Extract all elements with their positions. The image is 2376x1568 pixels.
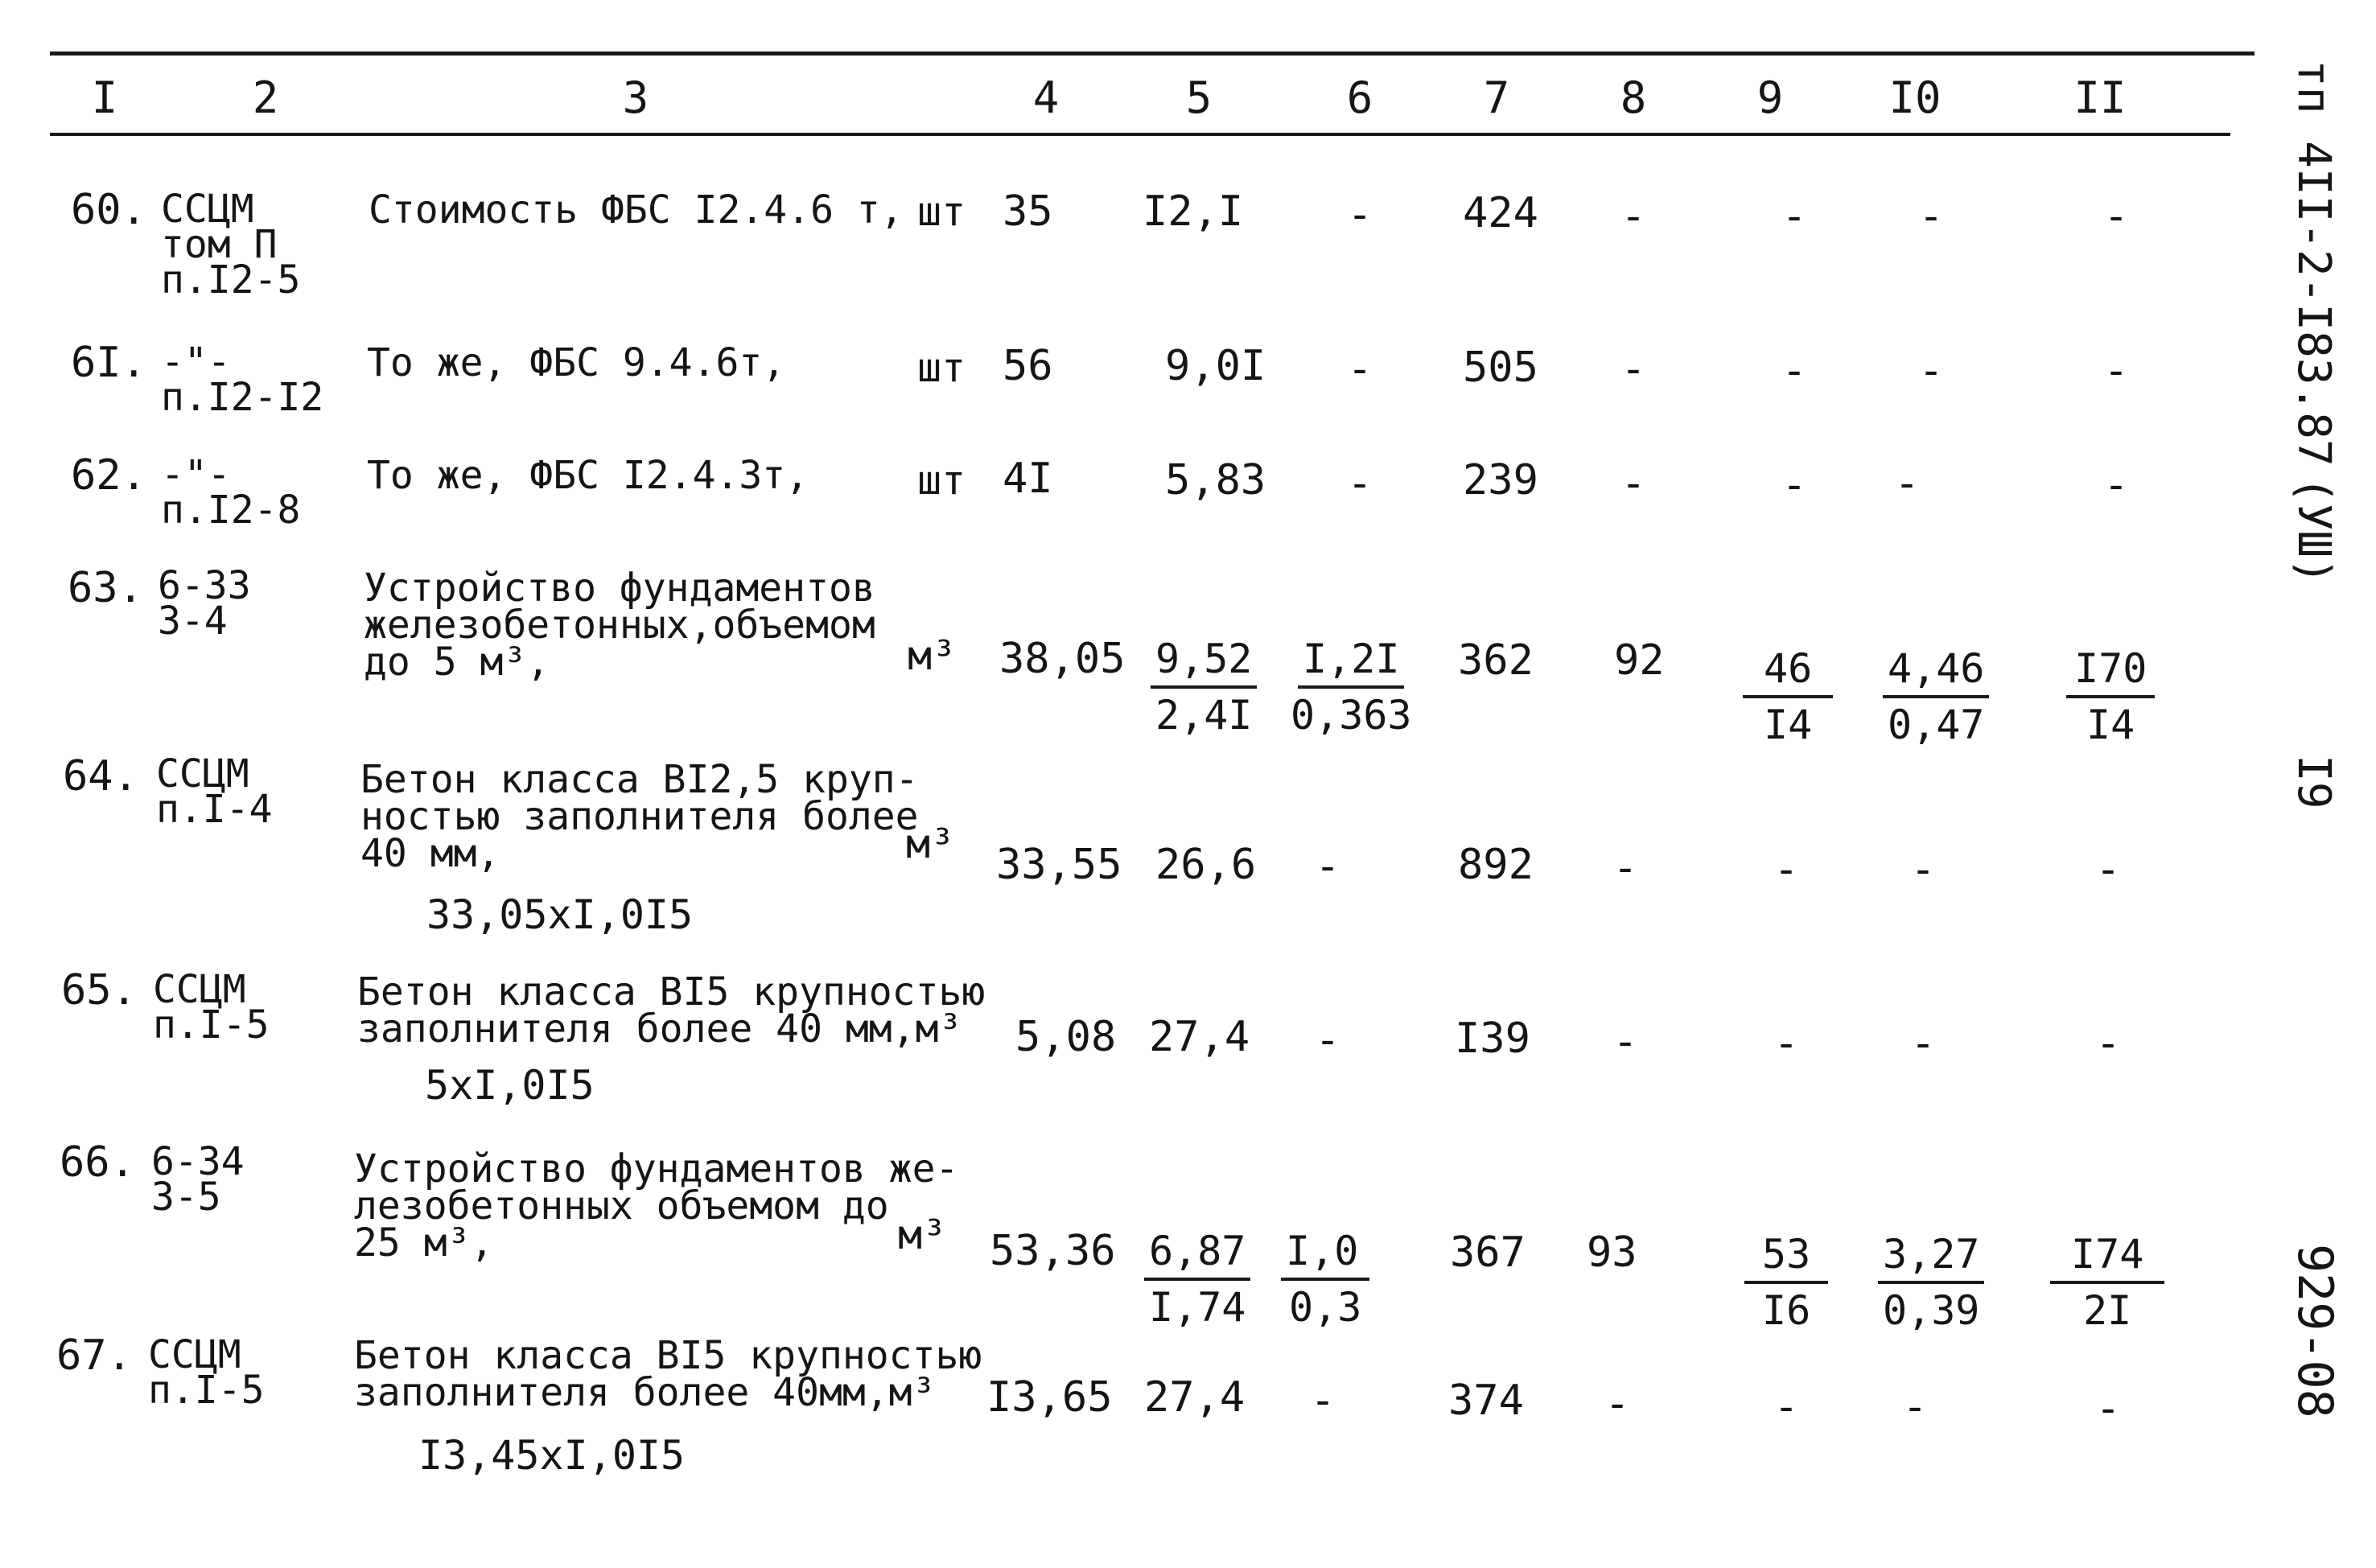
- work-description: Стоимость ФБС I2.4.6 т,: [369, 187, 904, 233]
- col-header-5: 5: [1185, 72, 1213, 123]
- page-number: I9: [2287, 755, 2340, 809]
- col-6-value: -: [1315, 1016, 1340, 1064]
- col-11-value: -: [2103, 192, 2129, 241]
- quantity: 5,08: [1015, 1013, 1117, 1061]
- total-cost: 367: [1450, 1228, 1526, 1277]
- row-number: 6I.: [71, 339, 146, 387]
- col-header-11: II: [2073, 72, 2127, 123]
- row-number: 62.: [71, 451, 146, 500]
- unit-cost: 27,4: [1144, 1373, 1246, 1422]
- col-9-value: -: [1773, 846, 1799, 894]
- col-9-top: 46: [1743, 648, 1833, 698]
- col-10-value: -: [1902, 1383, 1928, 1431]
- col-9-bottom: I4: [1764, 702, 1813, 748]
- total-cost: 424: [1463, 189, 1538, 237]
- norm-code: ССЦМ п.I-5: [153, 967, 270, 1047]
- col-header-3: 3: [622, 72, 649, 123]
- total-cost: 892: [1458, 841, 1534, 889]
- col-11-bottom: I4: [2086, 702, 2135, 748]
- col-6-top: I,2I: [1298, 639, 1404, 689]
- work-description: Устройство фундаментов же- лезобетонных объемом до 25 м³,: [354, 1146, 959, 1266]
- unit: шт: [917, 188, 966, 235]
- norm-code: -"- п.I2-I2: [161, 340, 324, 420]
- unit-cost: 9,0I: [1165, 342, 1266, 390]
- document-code: тп 4II-2-I83.87: [2287, 60, 2340, 467]
- unit-cost-fraction: [1151, 636, 1257, 739]
- total-cost: 239: [1463, 456, 1538, 504]
- work-description: То же, ФБС 9.4.6т,: [367, 340, 786, 385]
- col-11-value: -: [2103, 461, 2129, 509]
- col-8-value: -: [1620, 459, 1646, 508]
- col-8-value: -: [1612, 844, 1638, 892]
- col-header-6: 6: [1346, 72, 1373, 123]
- col-10-value: -: [1910, 1019, 1936, 1068]
- unit-cost: 5,83: [1165, 456, 1266, 504]
- col-9-value: -: [1781, 347, 1807, 395]
- album-code: 929-08: [2287, 1244, 2343, 1418]
- volume-calculation: I3,45xI,0I5: [418, 1432, 686, 1479]
- quantity: 35: [1003, 187, 1053, 236]
- col-10-value: -: [1918, 347, 1944, 395]
- unit: шт: [917, 457, 966, 504]
- unit-cost-top: 9,52: [1151, 639, 1257, 689]
- work-description: Бетон класса BI5 крупностью заполнителя более 40 мм,м³: [357, 969, 986, 1052]
- col-8-value: -: [1620, 192, 1646, 241]
- col-8-value: -: [1612, 1018, 1638, 1066]
- col-10-bottom: 0,47: [1888, 702, 1985, 748]
- col-9-value: -: [1773, 1019, 1799, 1068]
- row-number: 67.: [56, 1331, 132, 1380]
- unit-cost-fraction: [1144, 1228, 1250, 1331]
- col-9-value: -: [1781, 461, 1807, 509]
- quantity: 53,36: [990, 1227, 1116, 1275]
- col-11-fraction: [2050, 1231, 2164, 1334]
- col-6-bottom: 0,3: [1289, 1284, 1362, 1331]
- col-10-value: -: [1894, 459, 1920, 508]
- work-description: Бетон класса BI2,5 круп- ностью заполнителя более 40 мм,: [360, 757, 919, 876]
- work-description: То же, ФБС I2.4.3т,: [367, 453, 809, 498]
- table-top-rule: [50, 51, 2255, 56]
- row-number: 64.: [63, 752, 138, 800]
- col-8-value: -: [1620, 345, 1646, 393]
- col-header-1: I: [91, 72, 118, 123]
- col-8-value: 93: [1587, 1228, 1637, 1277]
- total-cost: 374: [1448, 1377, 1524, 1425]
- col-9-value: -: [1781, 192, 1807, 241]
- unit: шт: [917, 344, 966, 391]
- col-11-value: -: [2103, 347, 2129, 395]
- col-6-top: I,0: [1281, 1231, 1369, 1281]
- col-10-value: -: [1910, 846, 1936, 894]
- col-6-value: -: [1315, 842, 1340, 891]
- col-10-bottom: 0,39: [1883, 1287, 1980, 1334]
- row-number: 63.: [68, 564, 143, 612]
- total-cost: I39: [1455, 1014, 1530, 1063]
- col-header-4: 4: [1032, 72, 1060, 123]
- volume-calculation: 33,05xI,0I5: [426, 891, 694, 938]
- unit-cost-bottom: 2,4I: [1155, 692, 1253, 739]
- col-11-top: I70: [2066, 648, 2155, 698]
- col-8-value: -: [1604, 1380, 1630, 1428]
- norm-code: ССЦМ п.I-5: [148, 1332, 265, 1413]
- col-header-10: I0: [1888, 72, 1942, 123]
- col-11-value: -: [2095, 1385, 2121, 1433]
- volume-calculation: 5xI,0I5: [425, 1062, 595, 1109]
- work-description: Бетон класса BI5 крупностью заполнителя более 40мм,м³: [354, 1333, 982, 1415]
- quantity: I3,65: [986, 1373, 1113, 1422]
- col-9-fraction: [1744, 1231, 1828, 1334]
- col-9-fraction: [1743, 645, 1833, 748]
- quantity: 33,55: [996, 841, 1122, 889]
- row-number: 65.: [61, 966, 137, 1014]
- col-6-value: -: [1347, 191, 1373, 239]
- quantity: 56: [1003, 342, 1053, 390]
- unit-cost: 26,6: [1155, 841, 1257, 889]
- quantity: 38,05: [999, 635, 1126, 683]
- col-6-value: -: [1347, 459, 1373, 508]
- quantity: 4I: [1003, 455, 1053, 503]
- row-number: 60.: [71, 186, 146, 234]
- unit-cost: I2,I: [1143, 187, 1244, 236]
- norm-code: 6-33 3-4: [158, 563, 251, 644]
- col-6-bottom: 0,363: [1291, 692, 1412, 739]
- unit-cost: 27,4: [1149, 1013, 1250, 1061]
- section-label: (УШ): [2287, 476, 2340, 585]
- col-11-value: -: [2095, 1019, 2121, 1068]
- col-9-top: 53: [1744, 1234, 1828, 1284]
- col-10-fraction: [1878, 1231, 1984, 1334]
- col-11-bottom: 2I: [2083, 1287, 2132, 1334]
- col-8-value: 92: [1614, 636, 1665, 685]
- col-header-2: 2: [252, 72, 279, 123]
- col-6-fraction: [1291, 636, 1412, 739]
- col-10-fraction: [1883, 645, 1989, 748]
- col-header-8: 8: [1620, 72, 1647, 123]
- norm-code: -"- п.I2-8: [161, 452, 301, 533]
- col-9-bottom: I6: [1762, 1287, 1811, 1334]
- total-cost: 505: [1463, 344, 1538, 392]
- col-10-value: -: [1918, 192, 1944, 241]
- unit: м³: [908, 632, 957, 679]
- col-10-top: 3,27: [1878, 1234, 1984, 1284]
- col-header-9: 9: [1756, 72, 1784, 123]
- total-cost: 362: [1458, 636, 1534, 685]
- col-6-value: -: [1310, 1377, 1336, 1425]
- col-11-top: I74: [2050, 1234, 2164, 1284]
- row-number: 66.: [60, 1138, 135, 1187]
- unit: м³: [906, 821, 955, 867]
- unit: м³: [898, 1212, 947, 1258]
- unit-cost-bottom: I,74: [1149, 1284, 1246, 1331]
- norm-code: ССЦМ п.I-4: [156, 751, 273, 832]
- col-11-value: -: [2095, 846, 2121, 894]
- col-9-value: -: [1773, 1383, 1799, 1431]
- header-bottom-rule: [50, 133, 2230, 136]
- unit-cost-top: 6,87: [1144, 1231, 1250, 1281]
- norm-code: 6-34 3-5: [151, 1139, 245, 1220]
- col-10-top: 4,46: [1883, 648, 1989, 698]
- norm-code: ССЦМ том П п.I2-5: [161, 187, 301, 302]
- col-6-fraction: [1281, 1228, 1369, 1331]
- work-description: Устройство фундаментов железобетонных,объемом до 5 м³,: [364, 566, 875, 685]
- col-header-7: 7: [1483, 72, 1510, 123]
- col-11-fraction: [2066, 645, 2155, 748]
- col-6-value: -: [1347, 345, 1373, 393]
